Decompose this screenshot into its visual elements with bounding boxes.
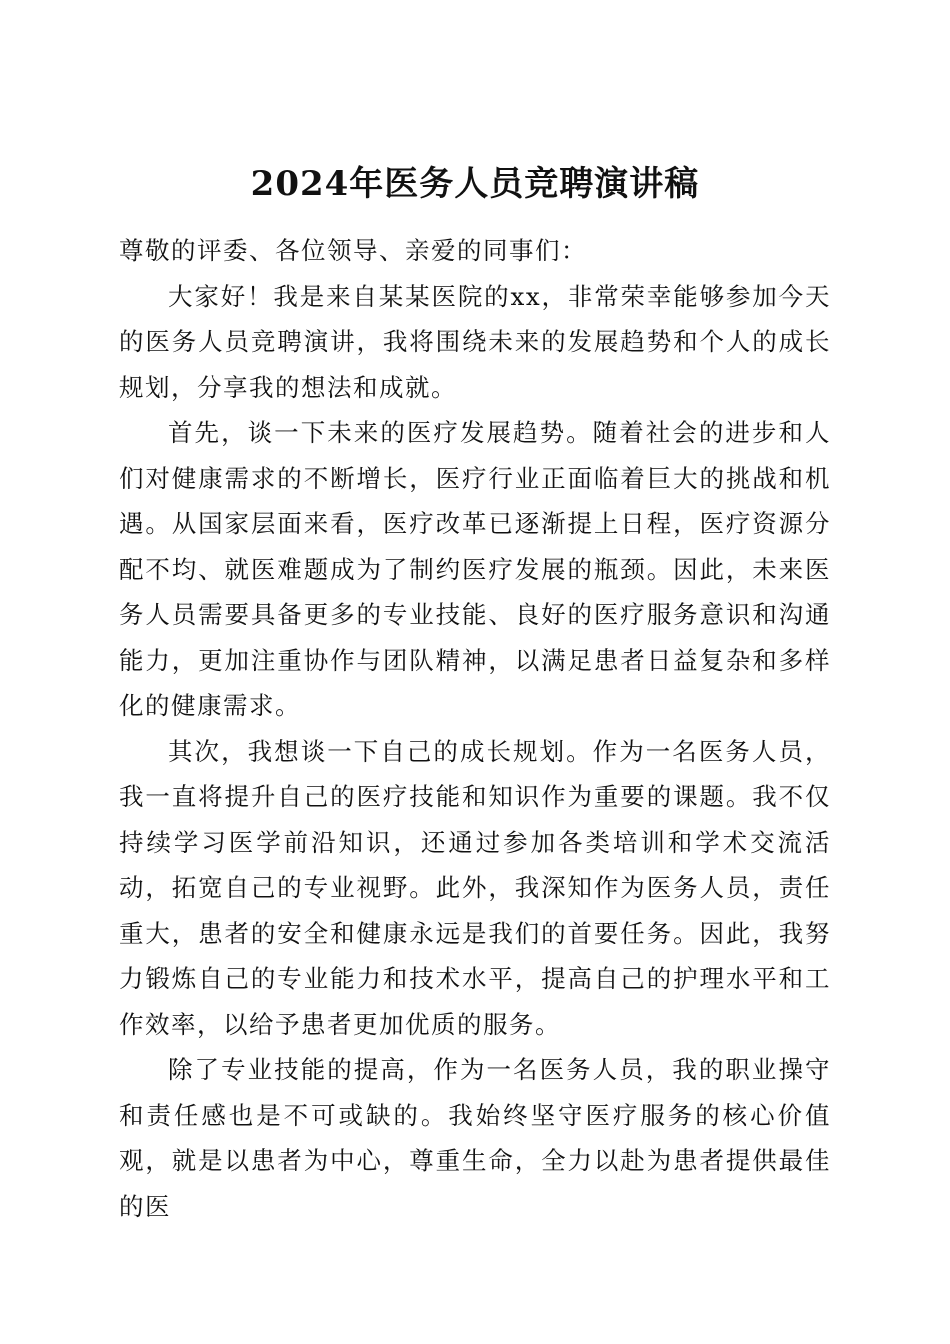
paragraph-3: 其次，我想谈一下自己的成长规划。作为一名医务人员，我一直将提升自己的医疗技能和知识作为重要的课题。我不仅持续学习医学前沿知识，还通过参加各类培训和学术交流活动，拓宽自己的专业视野。此外，我深知作为医务人员，责任重大，患者的安全和健康永远是我们的首要任务。因此，我努力锻炼自己的专业能力和技术水平，提高自己的护理水平和工作效率，以给予患者更加优质的服务。 <box>119 736 831 1039</box>
paragraph-2: 首先，谈一下未来的医疗发展趋势。随着社会的进步和人们对健康需求的不断增长，医疗行业正面临着巨大的挑战和机遇。从国家层面来看，医疗改革已逐渐提上日程，医疗资源分配不均、就医难题成为了制约医疗发展的瓶颈。因此，未来医务人员需要具备更多的专业技能、良好的医疗服务意识和沟通能力，更加注重协作与团队精神，以满足患者日益复杂和多样化的健康需求。 <box>119 418 831 720</box>
document-title: 2024年医务人员竞聘演讲稿 <box>250 163 700 204</box>
salutation: 尊敬的评委、各位领导、亲爱的同事们： <box>119 236 587 265</box>
paragraph-4: 除了专业技能的提高，作为一名医务人员，我的职业操守和责任感也是不可或缺的。我始终坚守医疗服务的核心价值观，就是以患者为中心，尊重生命，全力以赴为患者提供最佳的医 <box>119 1055 831 1221</box>
document-body <box>119 228 831 1229</box>
paragraph-1: 大家好！我是来自某某医院的xx，非常荣幸能够参加今天的医务人员竞聘演讲，我将围绕未来的发展趋势和个人的成长规划，分享我的想法和成就。 <box>119 281 831 402</box>
